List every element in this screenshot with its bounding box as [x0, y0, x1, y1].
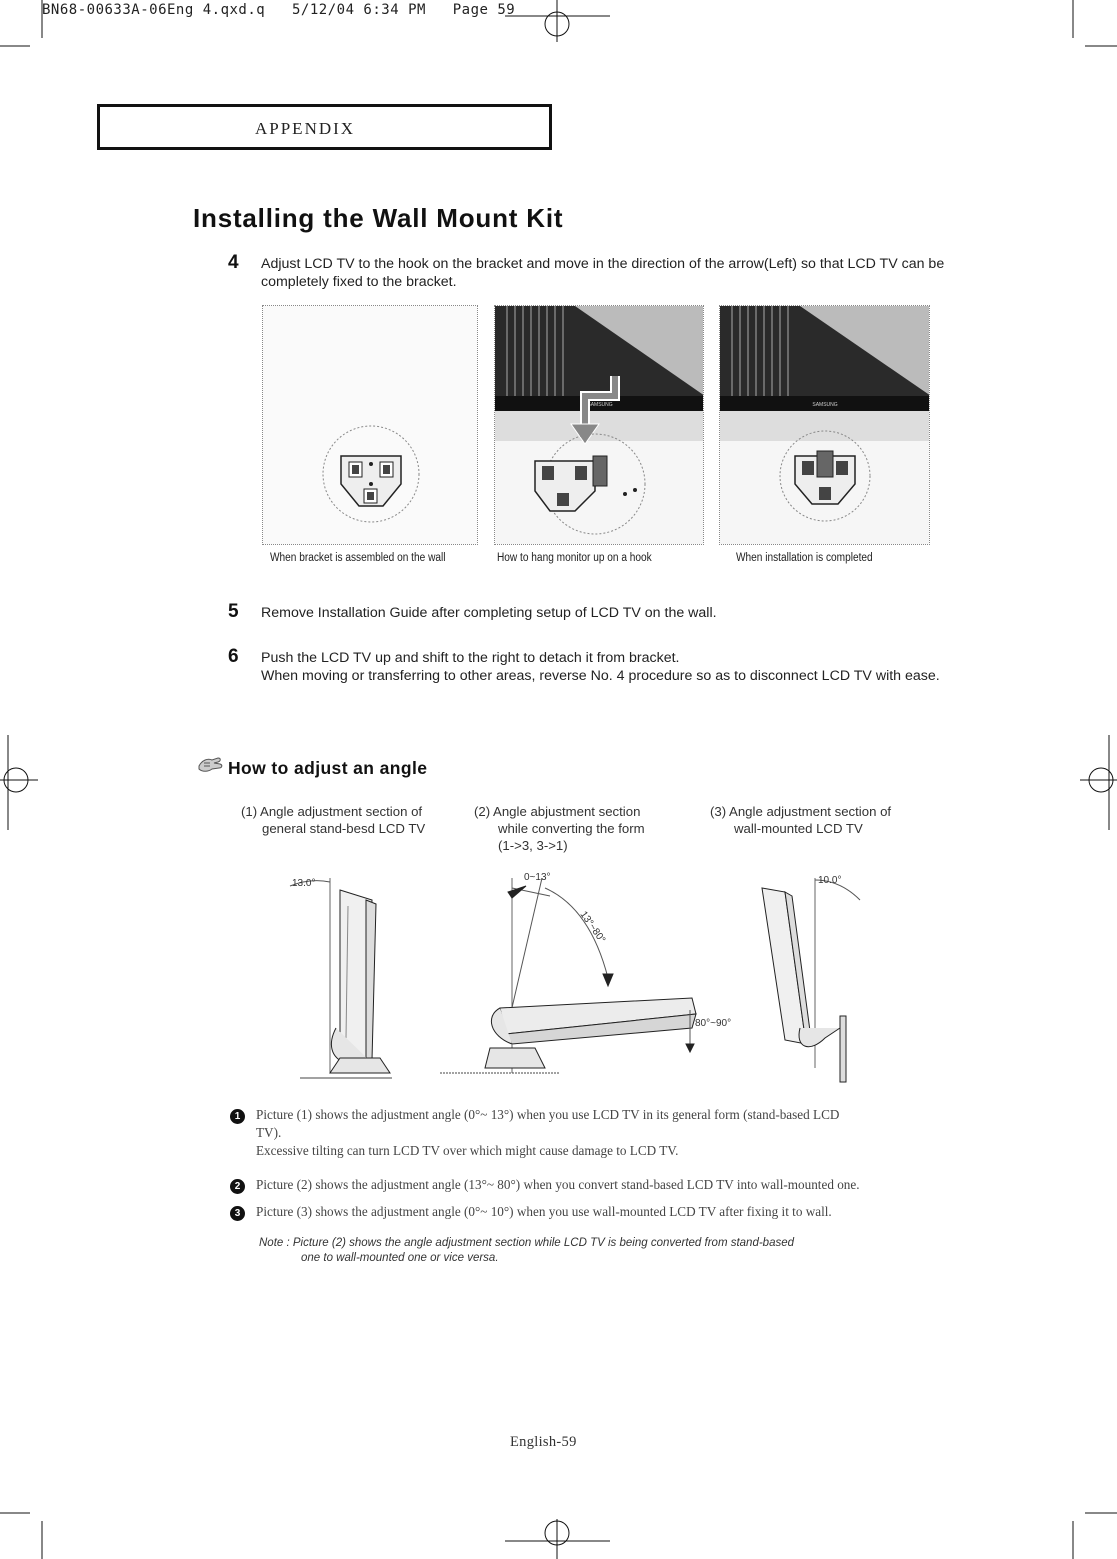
- explanation-line: Picture (2) shows the adjustment angle (13°~ 80°) when you convert stand-based LCD TV into wall-mounted one.: [256, 1177, 860, 1192]
- step-line: Push the LCD TV up and shift to the right to detach it from bracket.: [261, 650, 680, 666]
- explanation-line: Picture (1) shows the adjustment angle (0°~ 13°) when you use LCD TV in its general form (stand-based LCD: [256, 1107, 840, 1122]
- angle-label: 0~13°: [524, 872, 551, 883]
- angle-diagrams: [280, 868, 880, 1088]
- tv-brand-logo: SAMSUNG: [812, 402, 838, 408]
- angle-label: 80°~90°: [695, 1018, 732, 1029]
- page-title: Installing the Wall Mount Kit: [193, 203, 564, 233]
- angle-label: 13°~80°: [577, 909, 608, 946]
- note: [259, 1236, 1019, 1266]
- figure-installation-completed: [719, 305, 930, 545]
- label-line: (1->3, 3->1): [498, 838, 568, 853]
- figure-bracket-on-wall: [262, 305, 478, 545]
- label-line: general stand-besd LCD TV: [262, 821, 426, 836]
- explanation-line: Excessive tilting can turn LCD TV over which might cause damage to LCD TV.: [256, 1143, 679, 1158]
- section-label: APPENDIX: [255, 119, 356, 138]
- hang-illustration: [495, 306, 704, 545]
- page-footer: English-59: [510, 1434, 577, 1450]
- figure-hang-on-hook: [494, 305, 704, 545]
- angle-label: 13.0°: [292, 878, 316, 889]
- angle-section-label: [710, 803, 891, 837]
- label-line: (1) Angle adjustment section of: [241, 804, 423, 819]
- step-line: Remove Installation Guide after completing setup of LCD TV on the wall.: [261, 605, 717, 621]
- print-slug: BN68-00633A-06Eng 4.qxd.q 5/12/04 6:34 PM Page 59: [42, 2, 516, 18]
- step-text: [261, 649, 1051, 685]
- step-text: [261, 604, 1041, 622]
- explanation-badge: 2: [230, 1179, 245, 1194]
- section-subheading: How to adjust an angle: [228, 758, 428, 778]
- explanation-line: TV).: [256, 1125, 282, 1140]
- explanation-badge: 1: [230, 1109, 245, 1124]
- label-line: (2) Angle abjustment section: [474, 804, 641, 819]
- step-text: [261, 255, 1041, 291]
- angle-section-label: [241, 803, 425, 837]
- step-line: Adjust LCD TV to the hook on the bracket and move in the direction of the arrow(Left) so that LCD TV can be: [261, 256, 945, 272]
- label-line: wall-mounted LCD TV: [734, 821, 863, 836]
- figure-caption: When installation is completed: [736, 552, 873, 564]
- note-line: one to wall-mounted one or vice versa.: [301, 1252, 499, 1264]
- tv-brand-logo: SAMSUNG: [587, 402, 613, 408]
- figure-caption: How to hang monitor up on a hook: [497, 552, 652, 564]
- completed-illustration: [720, 306, 930, 545]
- angle-label: 10.0°: [818, 875, 842, 886]
- step-line: When moving or transferring to other areas, reverse No. 4 procedure so as to disconnect LCD TV with ease.: [261, 668, 940, 684]
- note-line: Note : Picture (2) shows the angle adjustment section while LCD TV is being converted from stand-based: [259, 1237, 795, 1249]
- angle-section-label: [474, 803, 645, 854]
- explanation-text: [256, 1203, 1056, 1221]
- hand-pointer-icon: [196, 752, 224, 776]
- label-line: (3) Angle adjustment section of: [710, 804, 892, 819]
- explanation-text: [256, 1176, 1056, 1194]
- label-line: while converting the form: [498, 821, 645, 836]
- explanation-text: [256, 1106, 1056, 1160]
- step-number: 5: [228, 601, 239, 622]
- step-line: completely fixed to the bracket.: [261, 274, 457, 290]
- bracket-illustration: [263, 306, 478, 545]
- step-number: 4: [228, 252, 239, 273]
- step-number: 6: [228, 646, 239, 667]
- figure-caption: When bracket is assembled on the wall: [270, 552, 446, 564]
- explanation-line: Picture (3) shows the adjustment angle (0°~ 10°) when you use wall-mounted LCD TV after fixing it to wall.: [256, 1204, 832, 1219]
- explanation-badge: 3: [230, 1206, 245, 1221]
